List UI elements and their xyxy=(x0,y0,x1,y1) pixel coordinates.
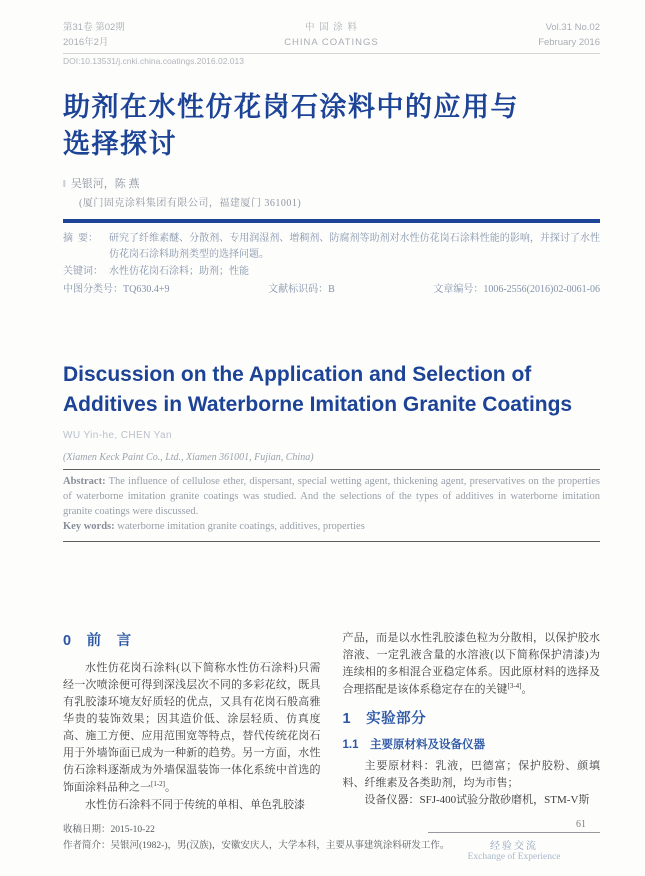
article-title-cn-line1: 助剂在水性仿花岗石涂料中的应用与 xyxy=(63,92,519,123)
doi-line: DOI:10.13531/j.cnki.china.coatings.2016.02.013 xyxy=(63,56,244,67)
section-0-heading: 0 前 言 xyxy=(63,632,132,649)
accent-bar xyxy=(63,219,600,223)
classification-row xyxy=(63,282,600,298)
header-left xyxy=(63,20,125,50)
keywords-en-text: waterborne imitation granite coatings, additives, properties xyxy=(114,520,365,532)
author-bio: 作者简介：吴银河(1982-)，男(汉族)，安徽安庆人，大学本科，主要从事建筑涂料研发工作。 xyxy=(63,840,450,851)
authors-cn-row xyxy=(63,175,600,191)
body-paragraph-2-text: 产品，而是以水性乳胶漆色粒为分散相，以保护胶水溶液、一定乳液含量的水溶液(以下简称保护清漆)为连续相的多相混合亚稳定体系。因此原材料的选择及合理搭配是该体系稳定存在的关键 xyxy=(342,631,600,696)
article-id: 文章编号：1006-2556(2016)02-0061-06 xyxy=(433,283,600,295)
body-column-right xyxy=(343,630,601,815)
body-column-left xyxy=(63,630,321,815)
journal-name-en: CHINA COATINGS xyxy=(284,37,379,49)
abstract-en-block xyxy=(63,475,600,535)
header-right xyxy=(538,20,600,50)
section-1-1-heading: 1.1 主要原材料及设备仪器 xyxy=(342,738,485,751)
body-paragraph-2-tail: 。 xyxy=(521,683,533,696)
body-paragraph-1-tail: 。 xyxy=(165,781,176,794)
volume-issue-cn: 第31卷 第02期 xyxy=(63,22,125,33)
body-paragraph-4: 设备仪器：SFJ-400试验分散砂磨机，STM-V斯 xyxy=(364,793,590,806)
keywords-cn-text: 水性仿花岗石涂料；助剂；性能 xyxy=(109,265,249,277)
volume-issue-en: Vol.31 No.02 xyxy=(545,22,600,33)
keywords-cn-row xyxy=(63,264,600,280)
affiliation-cn: (厦门固克涂料集团有限公司，福建厦门 361001) xyxy=(79,198,302,210)
authors-cn: 吴银河，陈 燕 xyxy=(70,178,140,191)
clc-number: 中图分类号：TQ630.4+9 xyxy=(63,283,170,295)
article-title-cn xyxy=(63,89,600,162)
journal-name-cn: 中 国 涂 料 xyxy=(305,22,358,33)
column-name-en: Exchange of Experience xyxy=(467,852,561,862)
abstract-cn-label: 摘 要： xyxy=(63,233,98,245)
keywords-en-paragraph xyxy=(63,520,600,535)
authors-marker-icon: ‖ xyxy=(63,179,66,191)
abstract-cn-block xyxy=(63,231,600,298)
page-footer xyxy=(428,819,600,862)
body-paragraph-2-right xyxy=(343,630,601,699)
received-date: 收稿日期：2015-10-22 xyxy=(63,825,155,836)
page-number: 61 xyxy=(428,819,600,833)
divider-top xyxy=(63,469,600,470)
affiliation-en: (Xiamen Keck Paint Co., Ltd., Xiamen 361001, Fujian, China) xyxy=(63,451,314,463)
journal-header xyxy=(63,20,600,54)
english-block xyxy=(63,360,600,542)
date-cn: 2016年2月 xyxy=(63,37,109,49)
section-1-heading: 1 实验部分 xyxy=(342,711,427,728)
abstract-en-label: Abstract: xyxy=(63,475,106,487)
abstract-en-text: The influence of cellulose ether, dispersant, special wetting agent, thickening agent, preservatives on the properties of waterborne imitation granite coatings was studied. And the selections of the types of additives in waterborne imitation granite coatings were discussed. xyxy=(63,475,600,517)
column-name-cn: 经验交流 xyxy=(490,841,538,852)
abstract-cn-text: 研究了纤维素醚、分散剂、专用润湿剂、增稠剂、防腐剂等助剂对水性仿花岗石涂料性能的影响，并探讨了水性仿花岗石涂料助剂类型的选择问题。 xyxy=(109,233,600,261)
divider-bottom xyxy=(63,541,600,542)
reference-marker-1: [1-2] xyxy=(151,780,165,789)
body-paragraph-3: 主要原材料：乳液，巴德富；保护胶粉、颜填料、纤维素及各类助剂，均为市售； xyxy=(342,759,600,789)
article-title-cn-line2: 选择探讨 xyxy=(63,128,177,159)
body-paragraph-1 xyxy=(63,660,321,797)
reference-marker-2: [3-4] xyxy=(507,681,522,690)
keywords-en-label: Key words: xyxy=(63,520,115,532)
keywords-cn-label: 关键词： xyxy=(63,265,103,277)
body-paragraph-1-text: 水性仿花岗石涂料(以下简称水性仿石涂料)只需经一次喷涂便可得到深浅层次不同的多彩花纹，既具有乳胶漆环境友好质轻的优点，又具有花岗石般高雅华贵的装饰效果；因其造价低、涂层轻质、仿真度高、施工方便、应用范围宽等特点，替代传统花岗石用于外墙饰面已成为一种新的趋势。另一方面，水性仿石涂料逐渐成为外墙保温装饰一体化系统中首选的饰面涂料品种之一 xyxy=(63,661,321,794)
body-columns xyxy=(63,630,600,815)
header-center xyxy=(284,20,379,50)
abstract-cn-row xyxy=(63,231,600,263)
body-paragraph-2-left: 水性仿石涂料不同于传统的单相、单色乳胶漆 xyxy=(85,799,305,811)
authors-en: WU Yin-he, CHEN Yan xyxy=(63,429,172,441)
date-en: February 2016 xyxy=(538,37,600,49)
article-title-en: Discussion on the Application and Selection of Additives in Waterborne Imitation Granite Coatings xyxy=(63,363,573,417)
abstract-en-paragraph xyxy=(63,475,600,520)
document-code: 文献标识码：B xyxy=(268,283,335,295)
